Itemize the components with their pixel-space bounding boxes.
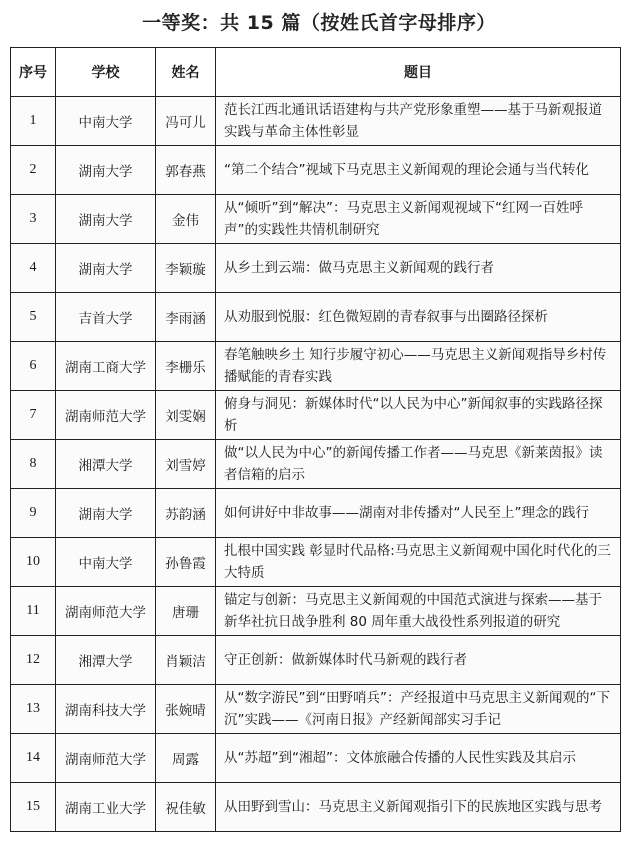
row-name: 李雨涵: [156, 293, 216, 342]
row-topic: 从“倾听”到“解决”：马克思主义新闻观视域下“红网一百姓呼声”的实践性共情机制研究: [216, 195, 621, 244]
row-number: 6: [11, 342, 56, 391]
table-header-row: [11, 48, 621, 97]
row-number: 1: [11, 97, 56, 146]
row-number: 10: [11, 538, 56, 587]
row-name: 郭春燕: [156, 146, 216, 195]
row-number: 12: [11, 636, 56, 685]
row-name: 肖颖洁: [156, 636, 216, 685]
row-number: 7: [11, 391, 56, 440]
page-title: 一等奖：共 15 篇（按姓氏首字母排序）: [142, 12, 496, 34]
row-school: 吉首大学: [56, 293, 156, 342]
row-topic: 俯身与洞见：新媒体时代“以人民为中心”新闻叙事的实践路径探析: [216, 391, 621, 440]
row-school: 湖南工业大学: [56, 783, 156, 832]
table-row: [11, 146, 621, 195]
row-number: 4: [11, 244, 56, 293]
table-row: [11, 195, 621, 244]
row-number: 2: [11, 146, 56, 195]
row-name: 金伟: [156, 195, 216, 244]
row-number: 11: [11, 587, 56, 636]
row-school: 湖南大学: [56, 489, 156, 538]
row-name: 李颖璇: [156, 244, 216, 293]
row-name: 刘雪婷: [156, 440, 216, 489]
row-school: 湖南大学: [56, 244, 156, 293]
row-topic: 如何讲好中非故事——湖南对非传播对“人民至上”理念的践行: [216, 489, 621, 538]
table-row: [11, 587, 621, 636]
row-school: 湖南师范大学: [56, 587, 156, 636]
row-topic: 从“苏超”到“湘超”：文体旅融合传播的人民性实践及其启示: [216, 734, 621, 783]
row-topic: “第二个结合”视域下马克思主义新闻观的理论会通与当代转化: [216, 146, 621, 195]
row-topic: 锚定与创新：马克思主义新闻观的中国范式演进与探索——基于新华社抗日战争胜利 80 周年重大战役性系列报道的研究: [216, 587, 621, 636]
row-school: 湖南工商大学: [56, 342, 156, 391]
row-name: 刘雯娴: [156, 391, 216, 440]
row-school: 中南大学: [56, 538, 156, 587]
row-school: 中南大学: [56, 97, 156, 146]
table-row: [11, 783, 621, 832]
row-school: 湘潭大学: [56, 440, 156, 489]
row-school: 湘潭大学: [56, 636, 156, 685]
row-name: 孙鲁霞: [156, 538, 216, 587]
row-name: 冯可儿: [156, 97, 216, 146]
table-row: [11, 97, 621, 146]
row-number: 13: [11, 685, 56, 734]
row-school: 湖南科技大学: [56, 685, 156, 734]
table-row: [11, 538, 621, 587]
table-row: [11, 636, 621, 685]
row-topic: 从田野到雪山：马克思主义新闻观指引下的民族地区实践与思考: [216, 783, 621, 832]
header-school: 学校: [56, 48, 156, 97]
row-name: 周露: [156, 734, 216, 783]
table-row: [11, 440, 621, 489]
row-topic: 做“以人民为中心”的新闻传播工作者——马克思《新莱茵报》读者信箱的启示: [216, 440, 621, 489]
row-number: 9: [11, 489, 56, 538]
row-name: 张婉晴: [156, 685, 216, 734]
row-number: 3: [11, 195, 56, 244]
row-topic: 春笔触映乡土 知行步履守初心——马克思主义新闻观指导乡村传播赋能的青春实践: [216, 342, 621, 391]
row-number: 15: [11, 783, 56, 832]
row-name: 李栅乐: [156, 342, 216, 391]
table-row: [11, 734, 621, 783]
row-topic: 范长江西北通讯话语建构与共产党形象重塑——基于马新观报道实践与革命主体性彰显: [216, 97, 621, 146]
row-name: 苏韵涵: [156, 489, 216, 538]
row-number: 8: [11, 440, 56, 489]
row-number: 14: [11, 734, 56, 783]
row-name: 唐珊: [156, 587, 216, 636]
table-row: [11, 342, 621, 391]
award-table: [10, 47, 621, 832]
row-school: 湖南师范大学: [56, 734, 156, 783]
row-topic: 从“数字游民”到“田野哨兵”：产经报道中马克思主义新闻观的“下沉”实践——《河南日报》产经新闻部实习手记: [216, 685, 621, 734]
table-row: [11, 293, 621, 342]
table-row: [11, 489, 621, 538]
row-topic: 从乡土到云端：做马克思主义新闻观的践行者: [216, 244, 621, 293]
row-name: 祝佳敏: [156, 783, 216, 832]
row-number: 5: [11, 293, 56, 342]
header-number: 序号: [11, 48, 56, 97]
row-topic: 守正创新：做新媒体时代马新观的践行者: [216, 636, 621, 685]
row-school: 湖南大学: [56, 146, 156, 195]
row-school: 湖南师范大学: [56, 391, 156, 440]
row-topic: 从劝服到悦服：红色微短剧的青春叙事与出圈路径探析: [216, 293, 621, 342]
header-topic: 题目: [216, 48, 621, 97]
table-row: [11, 391, 621, 440]
table-row: [11, 244, 621, 293]
row-topic: 扎根中国实践 彰显时代品格:马克思主义新闻观中国化时代化的三大特质: [216, 538, 621, 587]
row-school: 湖南大学: [56, 195, 156, 244]
table-row: [11, 685, 621, 734]
header-name: 姓名: [156, 48, 216, 97]
